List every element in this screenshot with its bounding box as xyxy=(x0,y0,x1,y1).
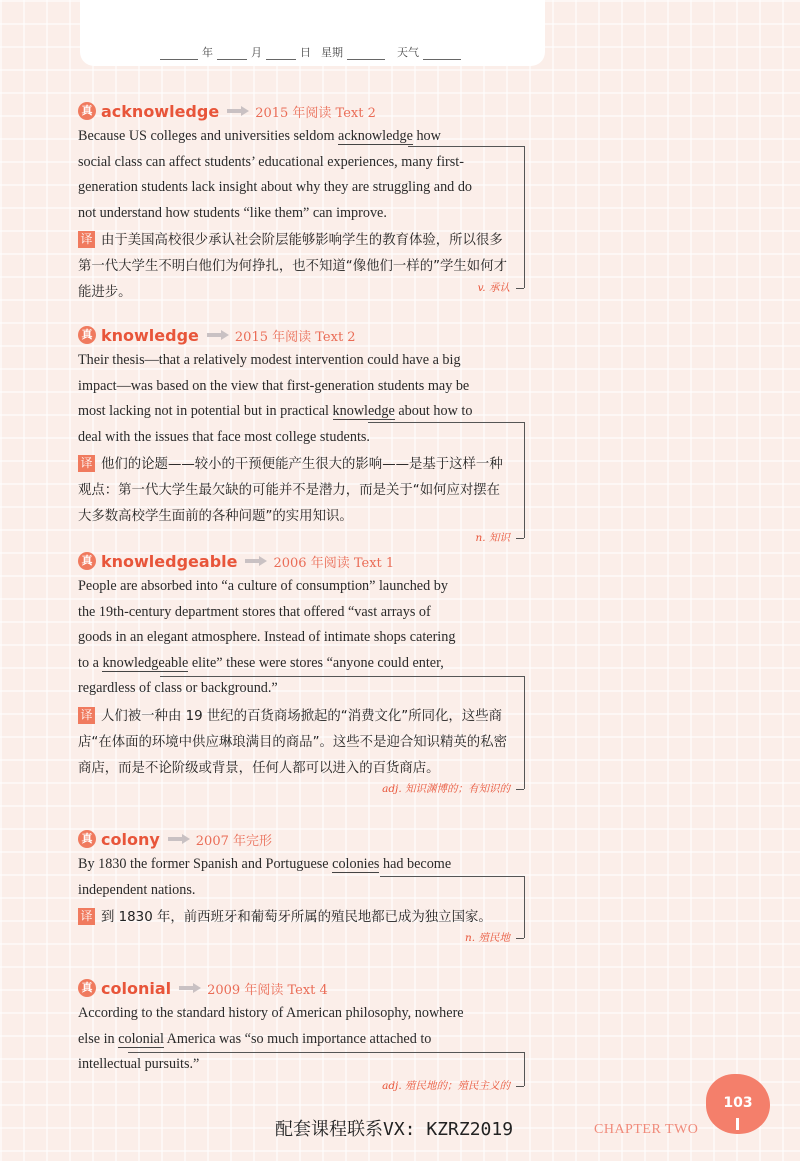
keyword-underlined: acknowledge xyxy=(338,128,413,144)
entry-colonial xyxy=(78,977,518,1092)
keyword-underlined: knowledge xyxy=(332,403,395,419)
date-line xyxy=(160,44,520,60)
gloss-label: v. 承认 xyxy=(477,282,510,294)
chinese-translation: 译 由于美国高校很少承认社会阶层能够影响学生的教育体验，所以很多第一代大学生不明白他们为何挣扎，也不知道“像他们一样的”学生如何才能进步。 xyxy=(78,232,507,300)
gloss-bracket xyxy=(408,146,524,147)
gloss-bracket xyxy=(160,676,524,677)
headword: colonial xyxy=(101,978,172,998)
exam-source: 2006 年阅读 Text 1 xyxy=(273,555,395,571)
gloss-bracket xyxy=(380,876,524,877)
month-label: 月 xyxy=(251,46,262,59)
headword-row xyxy=(78,977,518,999)
english-example: Their thesis—that a relatively modest intervention could have a big impact—was based on the view that first-generation students may be most lacking not in potential but in practical knowledge about how to deal with the issues that face most college students. xyxy=(78,352,473,445)
arrow-icon xyxy=(179,983,201,993)
gloss-label: adj. 殖民地的；殖民主义的 xyxy=(382,1080,510,1092)
arrow-icon xyxy=(207,330,229,340)
arrow-icon xyxy=(227,106,249,116)
english-example: Because US colleges and universities seldom acknowledge how social class can affect students’ educational experiences, many first- generation students lack insight about why they are struggling and do not understand how students “like them” can improve. xyxy=(78,128,473,221)
headword: knowledgeable xyxy=(101,551,238,571)
keyword-underlined: colonies xyxy=(332,856,380,872)
arrow-icon xyxy=(245,556,267,566)
keyword-underlined: knowledgeable xyxy=(102,654,189,671)
page-number: 103 xyxy=(723,1095,753,1111)
english-example: According to the standard history of American philosophy, nowhere else in colonial America was “so much importance attached to intellectual pursuits.” xyxy=(78,1005,464,1072)
yi-badge: 译 xyxy=(78,231,95,248)
english-example: By 1830 the former Spanish and Portuguese colonies had become independent nations. xyxy=(78,856,452,898)
exam-source: 2015 年阅读 Text 2 xyxy=(234,329,356,345)
gloss-bracket xyxy=(128,1052,524,1053)
yi-badge: 译 xyxy=(78,455,95,472)
headword-row xyxy=(78,828,518,850)
exam-source: 2009 年阅读 Text 4 xyxy=(207,982,328,998)
year-label: 年 xyxy=(202,46,213,59)
gloss-label: n. 知识 xyxy=(475,532,510,544)
zhen-badge: 真 xyxy=(78,830,96,848)
headword-row xyxy=(78,550,518,572)
arrow-icon xyxy=(168,834,190,844)
chinese-translation: 译 人们被一种由 19 世纪的百货商场掀起的“消费文化”所同化，这些商店“在体面的环境中供应琳琅满目的商品”。这些不是迎合知识精英的私密商店，而是不论阶级或背景，任何人都可以进入的百货商店。 xyxy=(78,707,507,776)
gloss-label: adj. 知识渊博的；有知识的 xyxy=(382,783,510,795)
headword: acknowledge xyxy=(101,101,220,121)
entry-colony xyxy=(78,828,518,944)
promo-footer: 配套课程联系VX: KZRZ2019 xyxy=(275,1119,514,1140)
yi-badge: 译 xyxy=(78,707,95,724)
chinese-translation: 译 到 1830 年，前西班牙和葡萄牙所属的殖民地都已成为独立国家。 xyxy=(78,905,510,931)
entry-acknowledge xyxy=(78,100,518,306)
page-tick-icon xyxy=(736,1118,739,1130)
entry-knowledgeable xyxy=(78,550,518,795)
zhen-badge: 真 xyxy=(78,552,96,570)
exam-source: 2007 年完形 xyxy=(195,833,272,849)
exam-source: 2015 年阅读 Text 2 xyxy=(255,105,376,121)
zhen-badge: 真 xyxy=(78,102,96,120)
headword: colony xyxy=(101,829,160,849)
keyword-underlined: colonial xyxy=(118,1030,164,1047)
headword-row xyxy=(78,324,518,346)
gloss-label: n. 殖民地 xyxy=(465,932,510,944)
zhen-badge: 真 xyxy=(78,326,96,344)
weather-label: 天气 xyxy=(397,46,419,59)
gloss-bracket xyxy=(368,422,524,423)
headword-row xyxy=(78,100,518,122)
day-label: 日 xyxy=(300,46,311,59)
weekday-label: 星期 xyxy=(321,46,343,59)
headword: knowledge xyxy=(101,325,199,345)
zhen-badge: 真 xyxy=(78,979,96,997)
chinese-translation: 译 他们的论题——较小的干预便能产生很大的影响——是基于这样一种观点：第一代大学生最欠缺的可能并不是潜力，而是关于“如何应对摆在大多数高校学生面前的各种问题”的实用知识。 xyxy=(78,456,503,524)
english-example: People are absorbed into “a culture of consumption” launched by the 19th-century department stores that offered “vast arrays of goods in an elegant atmosphere. Instead of intimate shops catering to a knowledgeable elite” these were stores “anyone could enter, regardless of class or background.” xyxy=(78,578,456,696)
chapter-label: CHAPTER TWO xyxy=(594,1122,699,1137)
entry-knowledge xyxy=(78,324,518,544)
yi-badge: 译 xyxy=(78,908,95,925)
